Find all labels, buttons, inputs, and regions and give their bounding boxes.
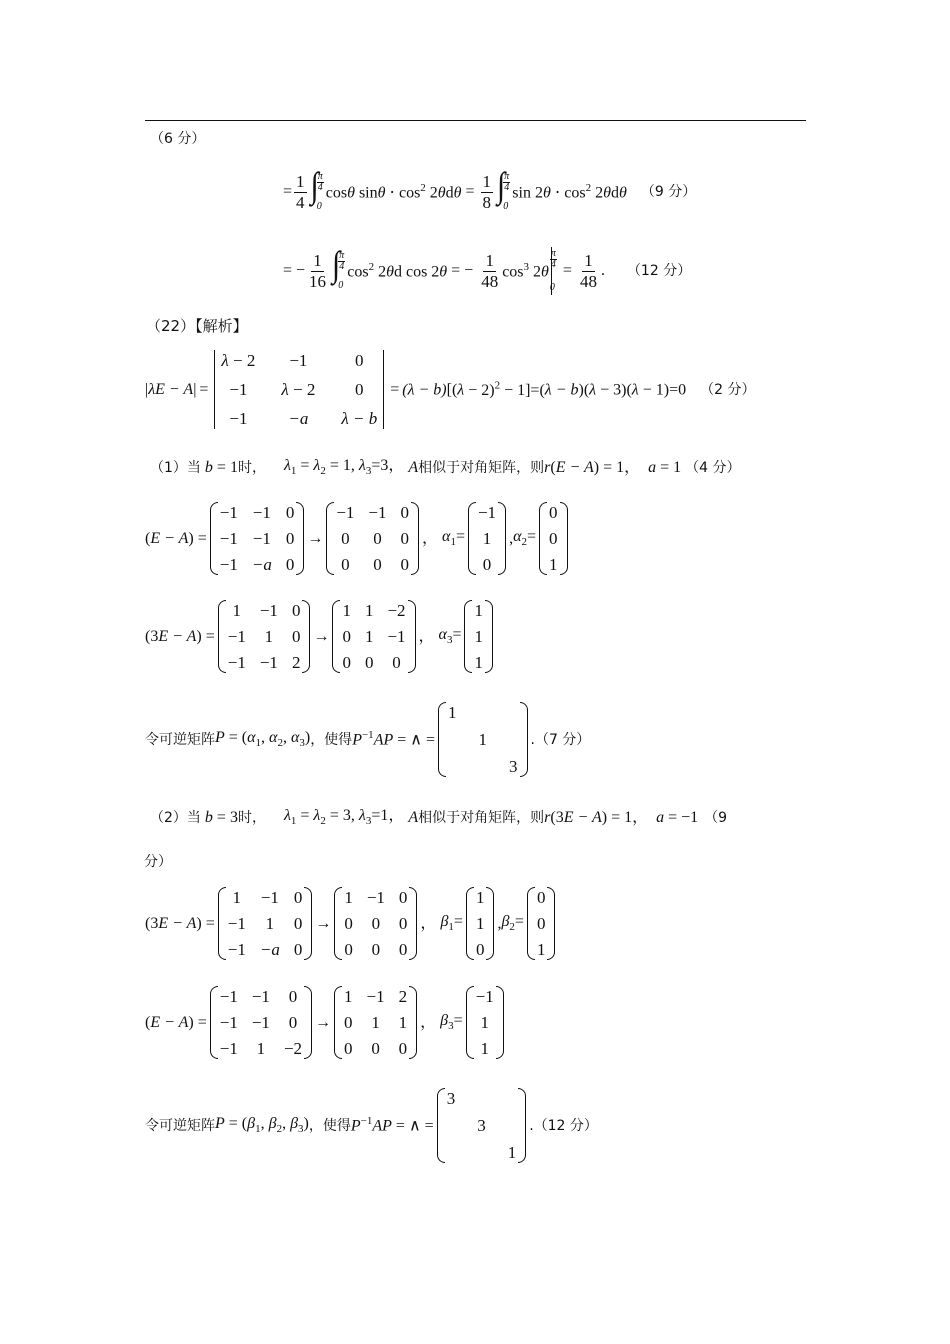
part1-matrix-e-a: ( E − A ) = −1 −1 0 −1 −1 0 −1 −a 0 → −1 −1 0 0 0 0 0 0 0 ， $\alpha_1=$ −1 1 0 , $\alpha_2=$ 0 0 1 (145, 502, 571, 575)
score-9: （9 分） (640, 184, 697, 200)
part2-matrix-e-a: ( E − A ) = −1 −1 0 −1 −1 0 −1 1 −2 → 1 −1 2 0 1 1 0 0 0 ， $\beta_3=$ −1 1 1 (145, 986, 507, 1059)
integral-line-1: = $\frac{1}{4}$ ∫ π 4 0 cosθ $\sin\theta \cdot \cos^2 2\theta d\theta$ = $\frac{1}{8}$ ∫ π 4 0 $\sin 2\theta \cdot \cos^2 2\theta d\theta$ （9 分） (283, 165, 697, 212)
part1-conclusion: 令可逆矩阵 $P = (\alpha_1$, $\alpha_2$, $\alpha_3$) ，使得 $P^{-1}AP$ = ∧ = 1 1 3 .（7 分） (145, 703, 591, 776)
integral-line-2: = − $\frac{1}{16}$ ∫ π 4 0 $\cos^2 2\theta d$ cos 2θ = − $\frac{1}{48}$ $\cos^3 2\theta$ π 4 0 = $\frac{1}{48}$ . （12 分） (283, 244, 692, 293)
part1-matrix-3e-a: (3 E − A ) = 1 −1 0 −1 1 0 −1 −1 2 → 1 1 −2 0 1 −1 0 0 0 ， $\alpha_3=$ 1 1 1 (145, 600, 496, 673)
part2-condition: （2）当 b = 3 时， $\lambda_1 = \lambda_2 = 3$, $\lambda_3=1$， A 相似于对角矩阵，则 r(3E − A) = 1， a = −1 （9 (150, 807, 728, 828)
part2-conclusion: 令可逆矩阵 $P = (\beta_1$, $\beta_2$, $\beta_3$) ，使得 $P^{-1}AP$ = ∧ = 3 3 1 .（12 分） (145, 1089, 598, 1162)
part1-condition: （1）当 b = 1 时， $\lambda_1 = \lambda_2 = 1$, $\lambda_3=3$， A 相似于对角矩阵，则 r(E − A) = 1， a = 1 （4 分） (150, 457, 741, 478)
char-polynomial: | λE − A | = λ − 2 −1 0 −1 λ − 2 0 −1 −a λ − b = $(\lambda - b)[(\lambda - 2)^2 - 1]=(\lambda - b)(\lambda - 3)(\lambda - 1)=0$ （2 分） (145, 351, 756, 428)
score-12: （12 分） (626, 263, 692, 279)
part2-matrix-3e-a: (3 E − A ) = 1 −1 0 −1 1 0 −1 −a 0 → 1 −1 0 0 0 0 0 0 0 ， $\beta_1=$ 1 1 0 , $\beta_2=$ 0 0 1 (145, 887, 558, 960)
score-line-0: （6 分） (150, 131, 206, 147)
section-heading: （22）【解析】 (146, 317, 248, 335)
header-rule (145, 120, 806, 121)
part2-score-wrap: 分） (144, 854, 172, 870)
